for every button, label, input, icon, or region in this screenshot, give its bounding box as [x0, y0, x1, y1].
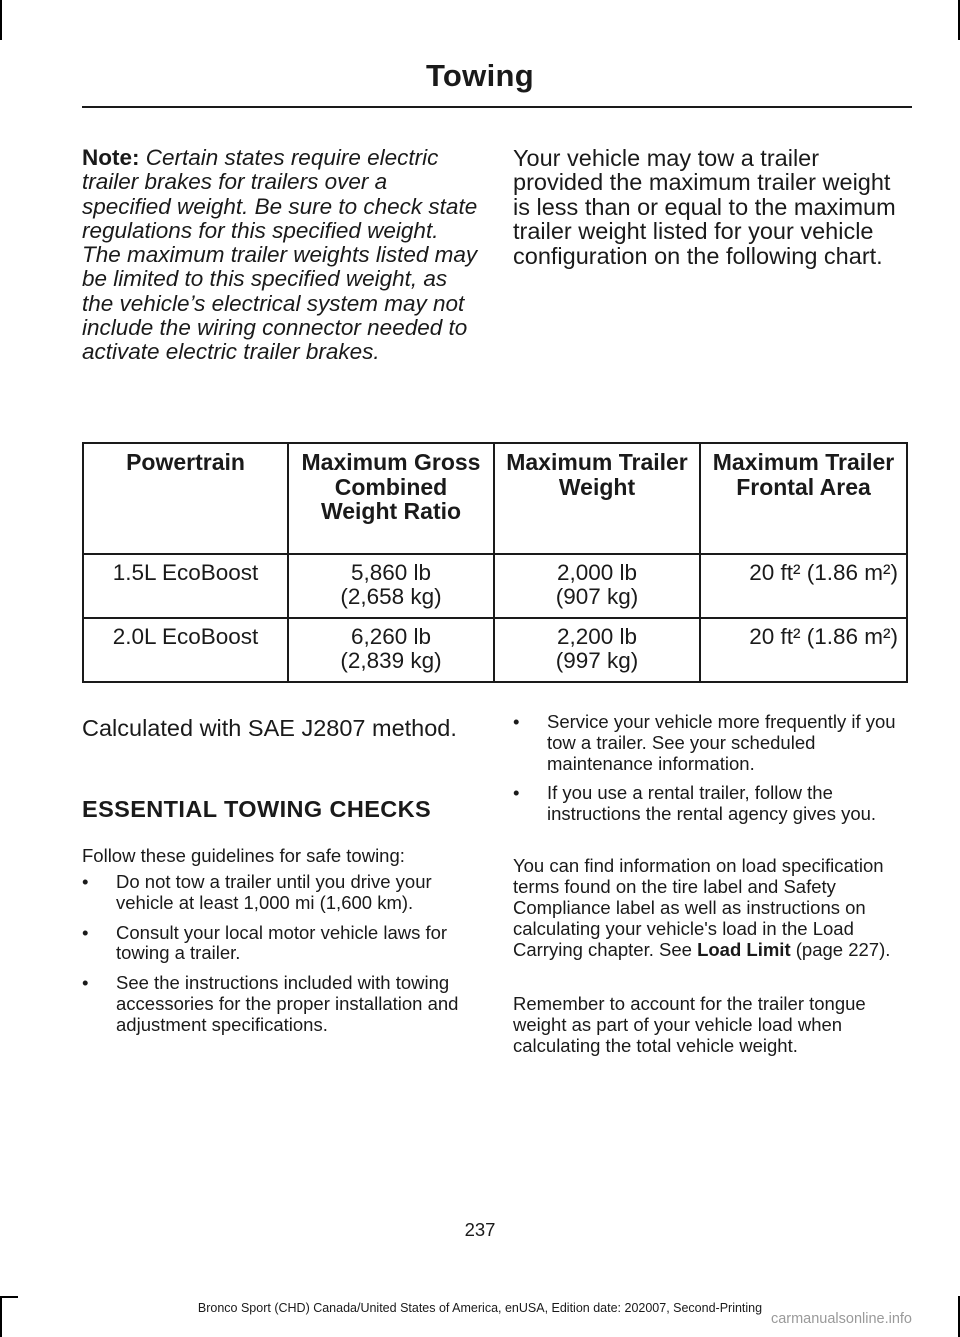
- list-item: • Do not tow a trailer until you drive your vehicle at least 1,000 mi (1,600 km).: [82, 871, 432, 913]
- tongue-weight-paragraph: Remember to account for the trailer tongue weight as part of your vehicle load when calculating the total vehicle weight.: [513, 993, 866, 1056]
- load-info-paragraph: You can find information on load specification terms found on the tire label and Safety Compliance label as well as instructions on calculating your vehicle's load in the Load Carrying chapter. See Load Limit (page 227).: [513, 855, 891, 960]
- watermark: carmanualsonline.info: [770, 1311, 912, 1327]
- page-title: Towing: [426, 58, 534, 93]
- crop-mark: [0, 1296, 18, 1298]
- calculation-note: Calculated with SAE J2807 method.: [82, 715, 457, 741]
- note-lead: Note:: [82, 145, 140, 170]
- page-number: 237: [464, 1219, 496, 1240]
- list-item: • Service your vehicle more frequently if you tow a trailer. See your scheduled maintenance information.: [513, 711, 896, 774]
- cell-gcwr: 5,860 lb (2,658 kg): [288, 554, 494, 618]
- list-item: • See the instructions included with towing accessories for the proper installation and adjustment specifications.: [82, 972, 459, 1035]
- header-powertrain: Powertrain: [83, 443, 288, 554]
- footer-edition: Bronco Sport (CHD) Canada/United States of America, enUSA, Edition date: 202007, Second-Printing: [197, 1301, 763, 1315]
- list-item: • If you use a rental trailer, follow the instructions the rental agency gives you.: [513, 782, 877, 825]
- cell-gcwr: 6,260 lb (2,839 kg): [288, 618, 494, 682]
- table-row: [83, 554, 907, 618]
- guidelines-intro: Follow these guidelines for safe towing:: [82, 845, 405, 866]
- cell-trailer-weight: 2,000 lb (907 kg): [494, 554, 700, 618]
- list-item: • Consult your local motor vehicle laws for towing a trailer.: [82, 921, 448, 964]
- cell-powertrain: 1.5L EcoBoost: [83, 554, 288, 618]
- cell-frontal-area: 20 ft² (1.86 m²): [700, 554, 907, 618]
- crop-mark: [0, 0, 2, 40]
- right-bullet-list: [513, 712, 913, 834]
- header-gcwr: Maximum Gross Combined Weight Ratio: [288, 443, 494, 554]
- note-paragraph: [82, 146, 482, 365]
- header-trailer-weight: Maximum Trailer Weight: [494, 443, 700, 554]
- left-bullet-list: [82, 872, 482, 1045]
- cell-powertrain: 2.0L EcoBoost: [83, 618, 288, 682]
- table-row: [83, 618, 907, 682]
- header-frontal-area: Maximum Trailer Frontal Area: [700, 443, 907, 554]
- load-limit-reference[interactable]: Load Limit: [697, 939, 791, 960]
- section-heading: ESSENTIAL TOWING CHECKS: [82, 796, 432, 822]
- table-header-row: [83, 443, 907, 554]
- header-divider: [82, 106, 912, 108]
- cell-frontal-area: 20 ft² (1.86 m²): [700, 618, 907, 682]
- note-text: Certain states require electric trailer brakes for trailers over a specified weight. Be sure to check state regulations for this specified weight. The maximum trailer weights listed may be limited to this specified weight, as the vehicle’s electrical system may not include the wiring connector needed to activate electric trailer brakes.: [82, 145, 478, 365]
- intro-paragraph: Your vehicle may tow a trailer provided the maximum trailer weight is less than or equal to the maximum trailer weight listed for your vehicle configuration on the following chart.: [513, 145, 896, 269]
- towing-spec-table: [82, 442, 908, 683]
- cell-trailer-weight: 2,200 lb (997 kg): [494, 618, 700, 682]
